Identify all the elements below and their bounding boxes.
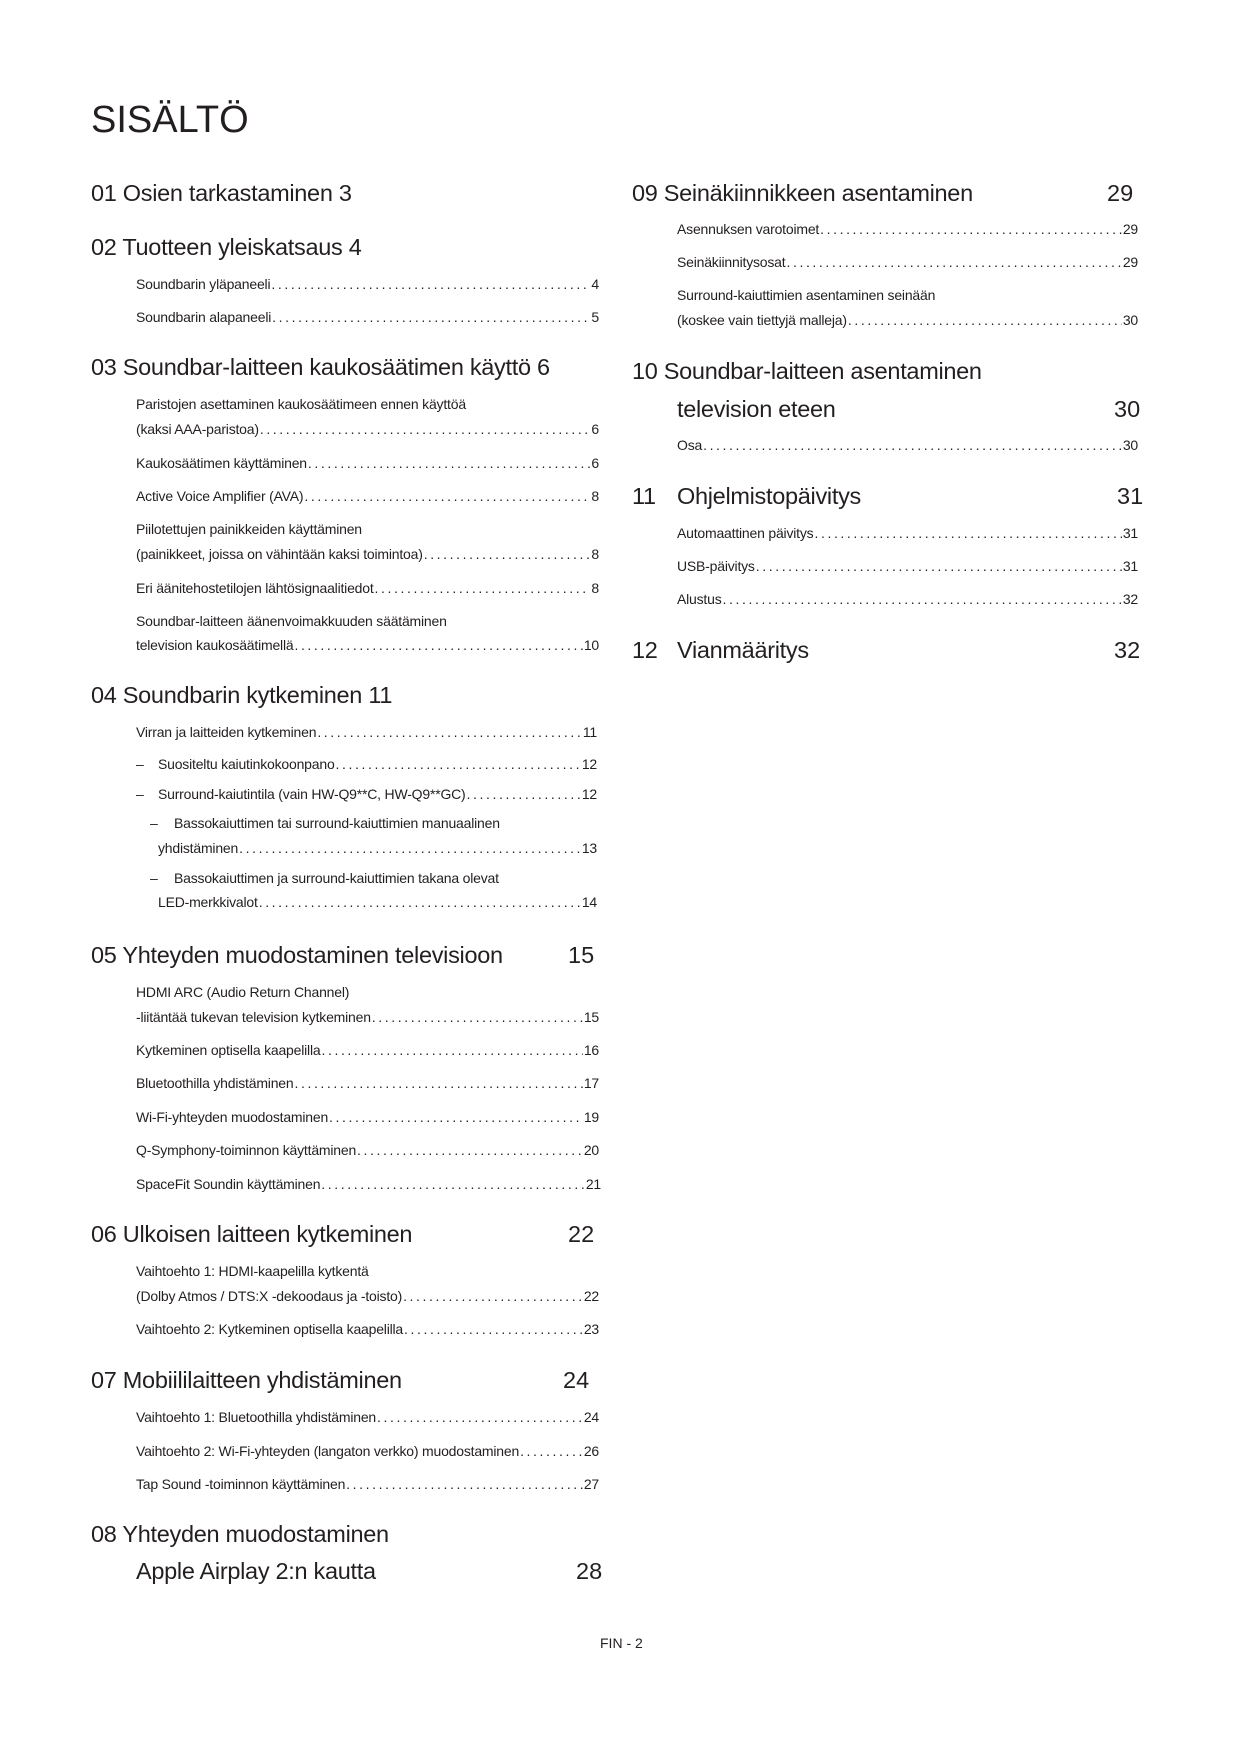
- dot-leader: [308, 455, 591, 471]
- toc-section-12[interactable]: [632, 637, 658, 664]
- section-number: 12: [632, 637, 658, 663]
- toc-entry[interactable]: television kaukosäätimellä ..... 10: [136, 637, 599, 653]
- dot-leader: [723, 591, 1122, 607]
- dot-leader: [467, 786, 581, 802]
- section-number: 06: [91, 1221, 117, 1247]
- toc-entry-line1: HDMI ARC (Audio Return Channel): [136, 984, 350, 1000]
- section-title: Tuotteen yleiskatsaus: [122, 234, 343, 260]
- dot-leader: [321, 1176, 585, 1192]
- section-title-line2[interactable]: television eteen: [677, 396, 836, 422]
- section-title-line2[interactable]: Apple Airplay 2:n kautta: [136, 1558, 376, 1584]
- toc-section-06[interactable]: [91, 1221, 412, 1248]
- dot-leader: [820, 221, 1122, 237]
- toc-entry[interactable]: Seinäkiinnitysosat ..... 29: [677, 254, 1138, 270]
- section-title-line1: Soundbar-laitteen asentaminen: [663, 358, 982, 384]
- dot-leader: [346, 1476, 583, 1492]
- section-number: 04: [91, 682, 117, 708]
- toc-entry[interactable]: Bluetoothilla yhdistäminen ..... 17: [136, 1075, 599, 1091]
- page-number-footer: FIN - 2: [600, 1635, 643, 1651]
- dot-leader: [357, 1142, 583, 1158]
- toc-section-08[interactable]: [91, 1521, 389, 1548]
- toc-section-11[interactable]: [632, 483, 656, 510]
- toc-entry-line1: Bassokaiuttimen ja surround-kaiuttimien takana olevat: [174, 870, 499, 886]
- toc-section-04[interactable]: [91, 682, 392, 709]
- dot-leader: [404, 1321, 583, 1337]
- dot-leader: [814, 525, 1121, 541]
- section-number: 02: [91, 234, 117, 260]
- section-title: Seinäkiinnikkeen asentaminen: [663, 180, 973, 206]
- toc-entry[interactable]: Soundbarin alapaneeli ..... 5: [136, 309, 599, 325]
- section-title: Mobiililaitteen yhdistäminen: [122, 1367, 402, 1393]
- dot-leader: [271, 276, 590, 292]
- toc-entry-line1: Soundbar-laitteen äänenvoimakkuuden säätäminen: [136, 613, 447, 629]
- dot-leader: [377, 1409, 583, 1425]
- section-number: 07: [91, 1367, 117, 1393]
- dot-leader: [294, 1075, 582, 1091]
- section-page: 31: [1117, 483, 1144, 509]
- section-title[interactable]: Ohjelmistopäivitys: [677, 483, 861, 509]
- section-title: Osien tarkastaminen: [122, 180, 333, 206]
- toc-entry-line1: Piilotettujen painikkeiden käyttäminen: [136, 521, 362, 537]
- dot-leader: [756, 558, 1122, 574]
- section-title: Ulkoisen laitteen kytkeminen: [122, 1221, 413, 1247]
- dot-leader: [321, 1042, 582, 1058]
- toc-entry[interactable]: Vaihtoehto 1: Bluetoothilla yhdistäminen ..... 24: [136, 1409, 599, 1425]
- section-number: 09: [632, 180, 658, 206]
- section-page: 3: [338, 180, 352, 206]
- toc-entry[interactable]: Soundbarin yläpaneeli ..... 4: [136, 276, 599, 292]
- toc-entry-line1: Bassokaiuttimen tai surround-kaiuttimien manuaalinen: [174, 815, 500, 831]
- toc-entry[interactable]: Active Voice Amplifier (AVA) ..... 8: [136, 488, 599, 504]
- section-page: 24: [563, 1367, 590, 1393]
- dot-leader: [372, 1009, 583, 1025]
- dot-leader: [294, 637, 582, 653]
- toc-entry[interactable]: yhdistäminen ..... 13: [158, 840, 597, 856]
- toc-entry[interactable]: Osa ..... 30: [677, 437, 1138, 453]
- dot-leader: [272, 309, 590, 325]
- toc-entry[interactable]: -liitäntää tukevan television kytkeminen ..... 15: [136, 1009, 599, 1025]
- section-title[interactable]: Vianmääritys: [677, 637, 809, 663]
- section-number: 11: [632, 483, 656, 509]
- dot-leader: [375, 580, 591, 596]
- dot-leader: [786, 254, 1121, 270]
- toc-entry[interactable]: (koskee vain tiettyjä malleja) ..... 30: [677, 312, 1138, 328]
- toc-entry[interactable]: Vaihtoehto 2: Kytkeminen optisella kaapelilla ..... 23: [136, 1321, 599, 1337]
- toc-section-07[interactable]: [91, 1367, 402, 1394]
- toc-entry[interactable]: Kytkeminen optisella kaapelilla ..... 16: [136, 1042, 599, 1058]
- section-title-line1: Yhteyden muodostaminen: [122, 1521, 389, 1547]
- toc-section-01[interactable]: [91, 180, 352, 207]
- section-number: 10: [632, 358, 658, 384]
- toc-entry[interactable]: (Dolby Atmos / DTS:X -dekoodaus ja -toisto) ..... 22: [136, 1288, 599, 1304]
- section-page: 28: [576, 1558, 603, 1584]
- dot-leader: [260, 421, 591, 437]
- section-page: 32: [1114, 637, 1141, 663]
- section-number: 05: [91, 942, 117, 968]
- toc-entry[interactable]: Kaukosäätimen käyttäminen ..... 6: [136, 455, 599, 471]
- toc-entry[interactable]: LED-merkkivalot ..... 14: [158, 894, 597, 910]
- toc-entry-line1: Surround-kaiuttimien asentaminen seinään: [677, 287, 936, 303]
- dash-bullet: –: [150, 870, 158, 886]
- page-title: SISÄLTÖ: [91, 99, 249, 141]
- toc-entry[interactable]: Eri äänitehostetilojen lähtösignaalitiedot ..... 8: [136, 580, 599, 596]
- dot-leader: [520, 1443, 583, 1459]
- toc-entry[interactable]: Suositeltu kaiutinkokoonpano ..... 12: [158, 756, 597, 772]
- dot-leader: [239, 840, 581, 856]
- toc-entry[interactable]: (painikkeet, joissa on vähintään kaksi toimintoa) ..... 8: [136, 546, 599, 562]
- toc-entry[interactable]: Q-Symphony-toiminnon käyttäminen ..... 20: [136, 1142, 599, 1158]
- toc-section-02[interactable]: [91, 234, 362, 261]
- toc-entry[interactable]: Alustus ..... 32: [677, 591, 1138, 607]
- toc-entry[interactable]: Wi-Fi-yhteyden muodostaminen ..... 19: [136, 1109, 599, 1125]
- toc-entry[interactable]: USB-päivitys ..... 31: [677, 558, 1138, 574]
- dot-leader: [329, 1109, 583, 1125]
- toc-entry[interactable]: Asennuksen varotoimet ..... 29: [677, 221, 1138, 237]
- section-page: 15: [568, 942, 595, 968]
- section-title: Yhteyden muodostaminen televisioon: [122, 942, 503, 968]
- section-page: 6: [536, 354, 550, 380]
- toc-entry[interactable]: (kaksi AAA-paristoa) ..... 6: [136, 421, 599, 437]
- dot-leader: [304, 488, 590, 504]
- toc-section-03[interactable]: [91, 354, 550, 381]
- toc-entry[interactable]: Vaihtoehto 2: Wi-Fi-yhteyden (langaton verkko) muodostaminen ..... 26: [136, 1443, 599, 1459]
- toc-entry[interactable]: Tap Sound -toiminnon käyttäminen ..... 27: [136, 1476, 599, 1492]
- toc-section-09[interactable]: [632, 180, 973, 207]
- toc-section-05[interactable]: [91, 942, 503, 969]
- dash-bullet: –: [136, 756, 144, 772]
- toc-entry-line1: Vaihtoehto 1: HDMI-kaapelilla kytkentä: [136, 1263, 369, 1279]
- dot-leader: [317, 724, 582, 740]
- section-page: 22: [568, 1221, 595, 1247]
- section-page: 30: [1114, 396, 1141, 422]
- section-page: 4: [348, 234, 362, 260]
- section-title: Soundbar-laitteen kaukosäätimen käyttö: [122, 354, 531, 380]
- dot-leader: [703, 437, 1122, 453]
- toc-entry[interactable]: Virran ja laitteiden kytkeminen ..... 11: [136, 724, 597, 740]
- dash-bullet: –: [136, 786, 144, 802]
- toc-entry[interactable]: Surround-kaiutintila (vain HW-Q9**C, HW-Q9**GC) ..... 12: [158, 786, 597, 802]
- section-page: 11: [368, 682, 393, 708]
- section-page: 29: [1107, 180, 1134, 206]
- dot-leader: [403, 1288, 583, 1304]
- toc-section-10[interactable]: [632, 358, 982, 385]
- section-number: 03: [91, 354, 117, 380]
- section-number: 01: [91, 180, 117, 206]
- dash-bullet: –: [150, 815, 158, 831]
- section-title: Soundbarin kytkeminen: [122, 682, 363, 708]
- toc-entry[interactable]: Automaattinen päivitys ..... 31: [677, 525, 1138, 541]
- toc-entry-line1: Paristojen asettaminen kaukosäätimeen ennen käyttöä: [136, 396, 466, 412]
- dot-leader: [424, 546, 591, 562]
- dot-leader: [336, 756, 581, 772]
- section-number: 08: [91, 1521, 117, 1547]
- toc-entry[interactable]: SpaceFit Soundin käyttäminen ..... 21: [136, 1176, 601, 1192]
- dot-leader: [259, 894, 581, 910]
- dot-leader: [848, 312, 1122, 328]
